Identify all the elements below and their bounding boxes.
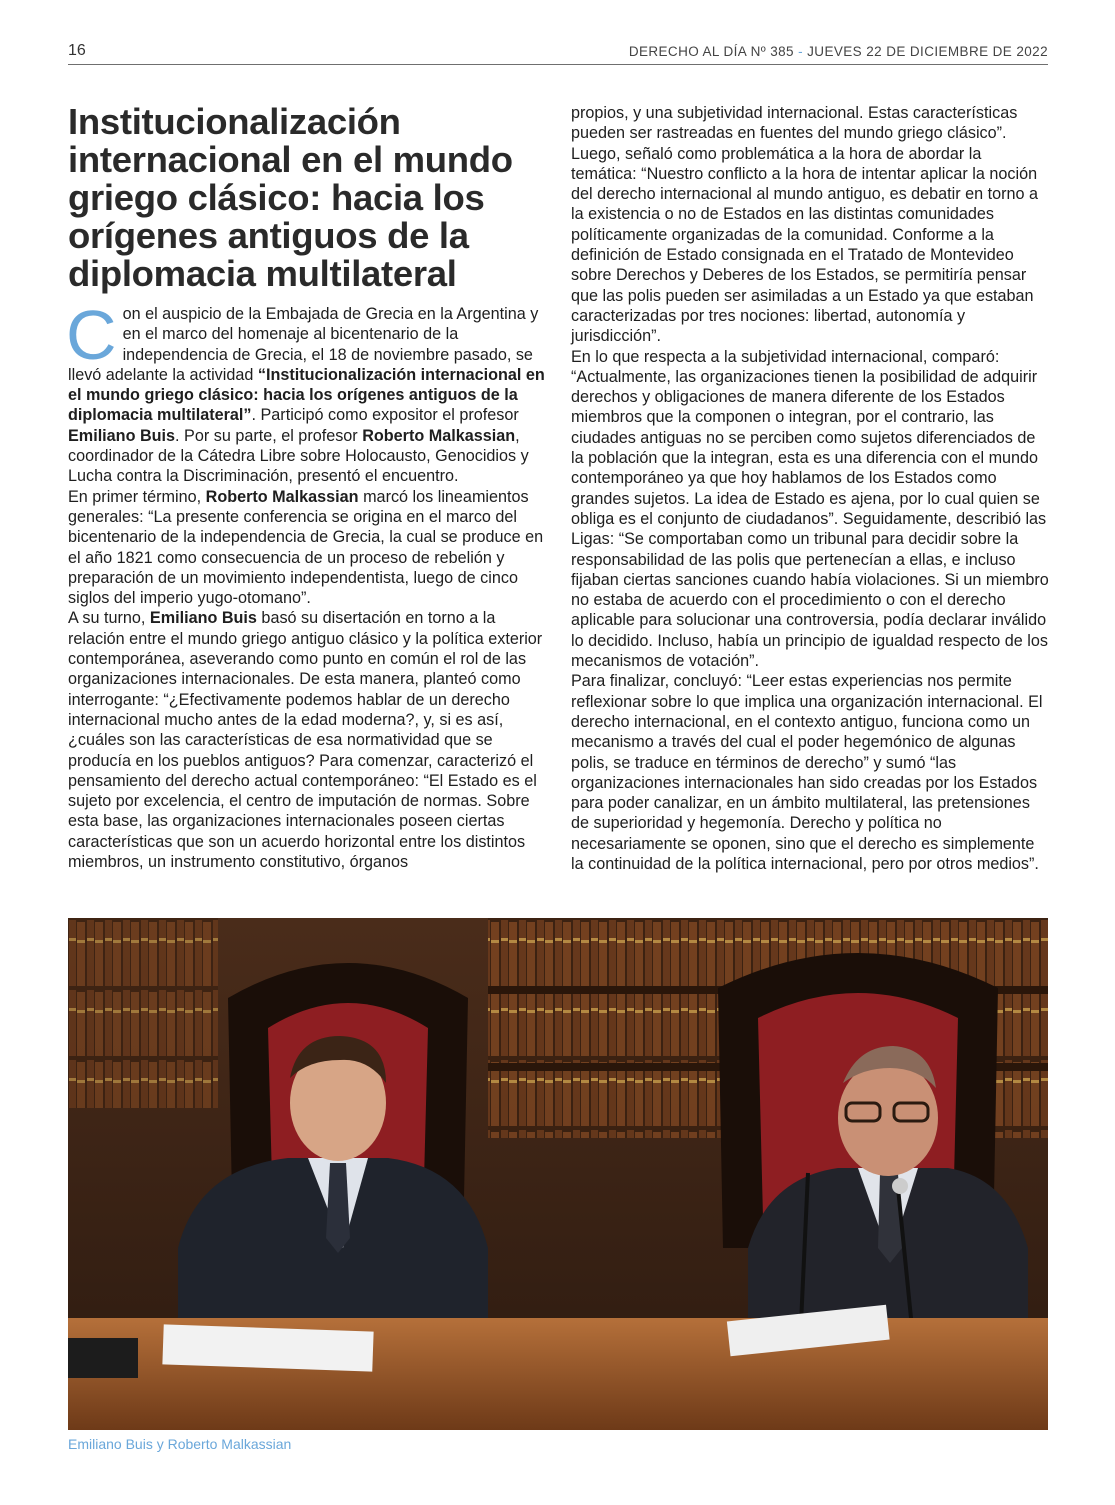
event-title: “Institucionalización internacional en el mundo griego clásico: hacia los orígenes antiguos de la diplomacia multilateral” [68,365,545,425]
speaker-name: Emiliano Buis [149,609,257,628]
issue-separator: - [793,44,808,59]
article-title: Institucionalización internacional en el mundo griego clásico: hacia los orígenes antiguos de la diplomacia multilateral [68,101,513,294]
photo-caption: Emiliano Buis y Roberto Malkassian [68,1436,292,1452]
article-column-right [571,103,1049,874]
text-run: . Participó como expositor el profesor [251,406,519,425]
laptop [68,1338,138,1378]
paragraph-subjetividad: En lo que respecta a la subjetividad internacional, comparó: “Actualmente, las organizaciones tienen la posibilidad de adquirir derechos y obligaciones de manera diferente de los Estados miembros que la componen o integran, por el contrario, las ciudades antiguas no se perciben como sujetos diferenciados de la población que la integran, esta es una diferencia con el mundo contemporáneo ya que hoy hablamos de los Estados como grandes sujetos. La idea de Estado es ajena, por lo cual quien se obliga es el conjunto de ciudadanos”. Seguidamente, describió las Ligas: “Se comportaban como un tribunal para decidir sobre la responsabilidad de las polis que pertenecían a ellas, e incluso fijaban ciertas sanciones cuando había violaciones. Si un miembro no estaba de acuerdo con el procedimiento o con el derecho aplicable para solucionar una controversia, podía declarar inválido lo decidido. Incluso, había un principio de igualdad respecto de los mecanismos de votación”. [571,347,1049,671]
text-run: marcó los lineamientos generales: “La presente conferencia se origina en el marco del bicentenario de la independencia de Grecia, la cual se produce en el año 1821 como consecuencia de un proceso de rebelión y preparación de un movimiento independentista, luego de cinco siglos del imperio yugo-otomano”. [68,487,544,608]
publication-name: DERECHO AL DÍA Nº 385 [628,44,794,59]
speaker-name: Roberto Malkassian [205,487,359,506]
event-photo-illustration [68,918,1048,1430]
issue-info [629,44,1048,59]
paragraph-buis [68,608,546,872]
text-run: . Por su parte, el profesor [175,426,363,445]
page-header [68,40,1048,65]
article-column-left [68,103,546,872]
event-photo [68,918,1048,1430]
text-run: En primer término, [68,487,206,506]
text-run: , coordinador de la Cátedra Libre sobre Holocausto, Genocidios y Lucha contra la Discriminación, presentó el encuentro. [68,426,529,486]
text-run: on el auspicio de la Embajada de Grecia en la Argentina y en el marco del homenaje al bicentenario de la independencia de Grecia, el 18 de noviembre pasado, se llevó adelante la actividad [68,305,539,384]
papers [162,1324,373,1371]
page-number: 16 [68,42,86,59]
speaker-name: Emiliano Buis [68,426,176,445]
paragraph-intro [66,296,546,487]
issue-date: JUEVES 22 DE DICIEMBRE DE 2022 [807,44,1048,59]
speaker-name: Roberto Malkassian [362,426,516,445]
paragraph-continuation: propios, y una subjetividad internacional. Estas características pueden ser rastreadas en fuentes del mundo griego clásico”. Luego, señaló como problemática a la hora de abordar la temática: “Nuestro conflicto a la hora de intentar aplicar la noción del derecho internacional al mundo antiguo, es debatir en torno a la existencia o no de Estados en las distintas comunidades políticamente organizadas de la comunidad. Conforme a la definición de Estado consignada en el Tratado de Montevideo sobre Derechos y Deberes de los Estados, se permitiría pensar que las polis pueden ser asimiladas a un Estado ya que estaban caracterizadas por tres nociones: libertad, autonomía y jurisdicción”. [571,104,1039,346]
drop-cap: C [66,296,117,374]
paragraph-conclusion: Para finalizar, concluyó: “Leer estas experiencias nos permite reflexionar sobre lo que implica una organización internacional. El derecho internacional, en el contexto antiguo, funciona como un mecanismo a través del cual el poder hegemónico de algunas polis, se traduce en términos de derecho” y sumó “las organizaciones internacionales han sido creadas por los Estados para poder canalizar, en un ámbito multilateral, las pretensiones de superioridad y hegemonía. Derecho y política no necesariamente se oponen, sino que el derecho es simplemente la continuidad de la política internacional, pero por otros medios”. [571,672,1043,873]
paragraph-malkassian [68,487,546,609]
text-run: A su turno, [68,609,150,628]
text-run: basó su disertación en torno a la relación entre el mundo griego antiguo clásico y la política exterior contemporánea, aseverando como punto en común el rol de las organizaciones internacionales. De esta manera, planteó como interrogante: “¿Efectivamente podemos hablar de un derecho internacional mucho antes de la edad moderna?, y, si es así, ¿cuáles son las características de esa normatividad que se producía en los pueblos antiguos? Para comenzar, caracterizó el pensamiento del derecho actual contemporáneo: “El Estado es el sujeto por excelencia, el centro de imputación de normas. Sobre esta base, las organizaciones internacionales poseen ciertas características que son un acuerdo horizontal entre los distintos miembros, un instrumento constitutivo, órganos [68,609,543,872]
